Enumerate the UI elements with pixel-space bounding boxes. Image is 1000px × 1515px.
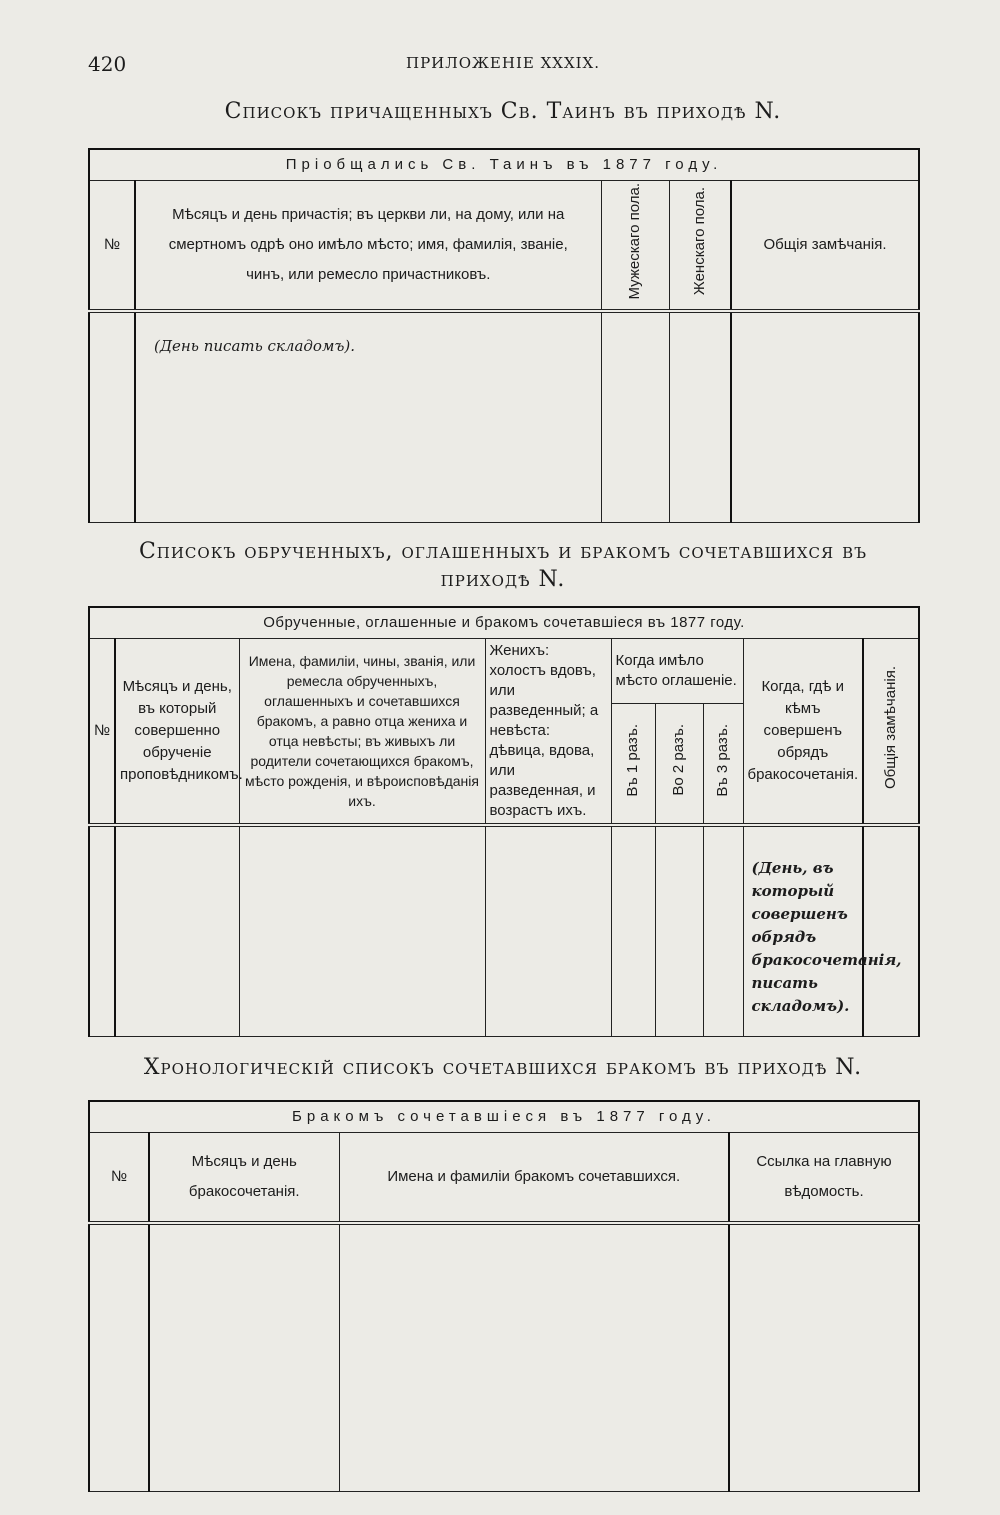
section1-col-desc: Мѣсяцъ и день причастія; въ церкви ли, на дому, или на смертномъ одрѣ оно имѣло мѣсто; имя, фамилія, званіе, чинъ, или ремесло причастниковъ. — [135, 181, 601, 311]
section1-note: (День писать складомъ). — [154, 336, 356, 355]
section2-col-num: № — [89, 639, 115, 826]
section2-col-first: Въ 1 разъ. — [611, 703, 655, 825]
section2-year-row: Обрученные, оглашенные и бракомъ сочетавшіеся въ 1877 году. — [89, 607, 919, 639]
section1-col-num: № — [89, 181, 135, 311]
section2-col-second: Во 2 разъ. — [655, 703, 703, 825]
section2-title-line1: Списокъ обрученныхъ, оглашенныхъ и бракомъ сочетавшихся въ — [138, 539, 868, 564]
section1-col-female: Женскаго пола. — [669, 181, 731, 311]
running-header — [88, 52, 918, 78]
section2-col-notes: Общія замѣчанія. — [863, 639, 919, 826]
section2-col-month: Мѣсяцъ и день, въ который совершенно обрученіе проповѣдникомъ. — [115, 639, 239, 826]
section2-col-when: Когда, гдѣ и кѣмъ совершенъ обрядъ бракосочетанія. — [743, 639, 863, 826]
section2-title — [88, 538, 918, 594]
section1-col-male: Мужескаго пола. — [601, 181, 669, 311]
betrothal-table — [88, 606, 920, 1037]
section2-col-third: Въ 3 разъ. — [703, 703, 743, 825]
section2-title-line2: приходѣ N. — [440, 567, 566, 592]
section1-year-row: Пріобщались Св. Таинъ въ 1877 году. — [89, 149, 919, 181]
section2-note: (День, въ который совершенъ обрядъ бракосочетанія, писать складомъ). — [751, 859, 902, 1015]
section3-title: Хронологическій списокъ сочетавшихся бракомъ въ приходѣ N. — [143, 1055, 863, 1080]
section1-title: Списокъ причащенныхъ Св. Таинъ въ приходѣ N. — [224, 99, 782, 124]
section3-col-num: № — [89, 1133, 149, 1224]
section2-col-names: Имена, фамиліи, чины, званія, или ремесла обрученныхъ, оглашенныхъ и сочетавшихся бракомъ, а равно отца жениха и отца невѣсты; въ живыхъ ли родители сочетающихся бракомъ, мѣсто рожденія, и вѣроисповѣданія ихъ. — [239, 639, 485, 826]
section1-col-notes: Общія замѣчанія. — [731, 181, 919, 311]
section2-col-banns: Когда имѣло мѣсто оглашеніе. — [611, 639, 743, 704]
section3-year-row: Бракомъ сочетавшіеся въ 1877 году. — [89, 1101, 919, 1133]
section3-col-ref: Ссылка на главную вѣдомость. — [729, 1133, 919, 1224]
page-number: 420 — [88, 52, 127, 76]
chronological-table — [88, 1100, 920, 1492]
section3-col-date: Мѣсяцъ и день бракосочетанія. — [149, 1133, 339, 1224]
running-title: ПРИЛОЖЕНІЕ XXXIX. — [405, 54, 600, 72]
section3-col-names: Имена и фамиліи бракомъ сочетавшихся. — [339, 1133, 729, 1224]
communion-table — [88, 148, 920, 523]
section2-col-groom: Женихъ: холостъ вдовъ, или разведенный; а невѣста: дѣвица, вдова, или разведенная, и возрастъ ихъ. — [485, 639, 611, 826]
